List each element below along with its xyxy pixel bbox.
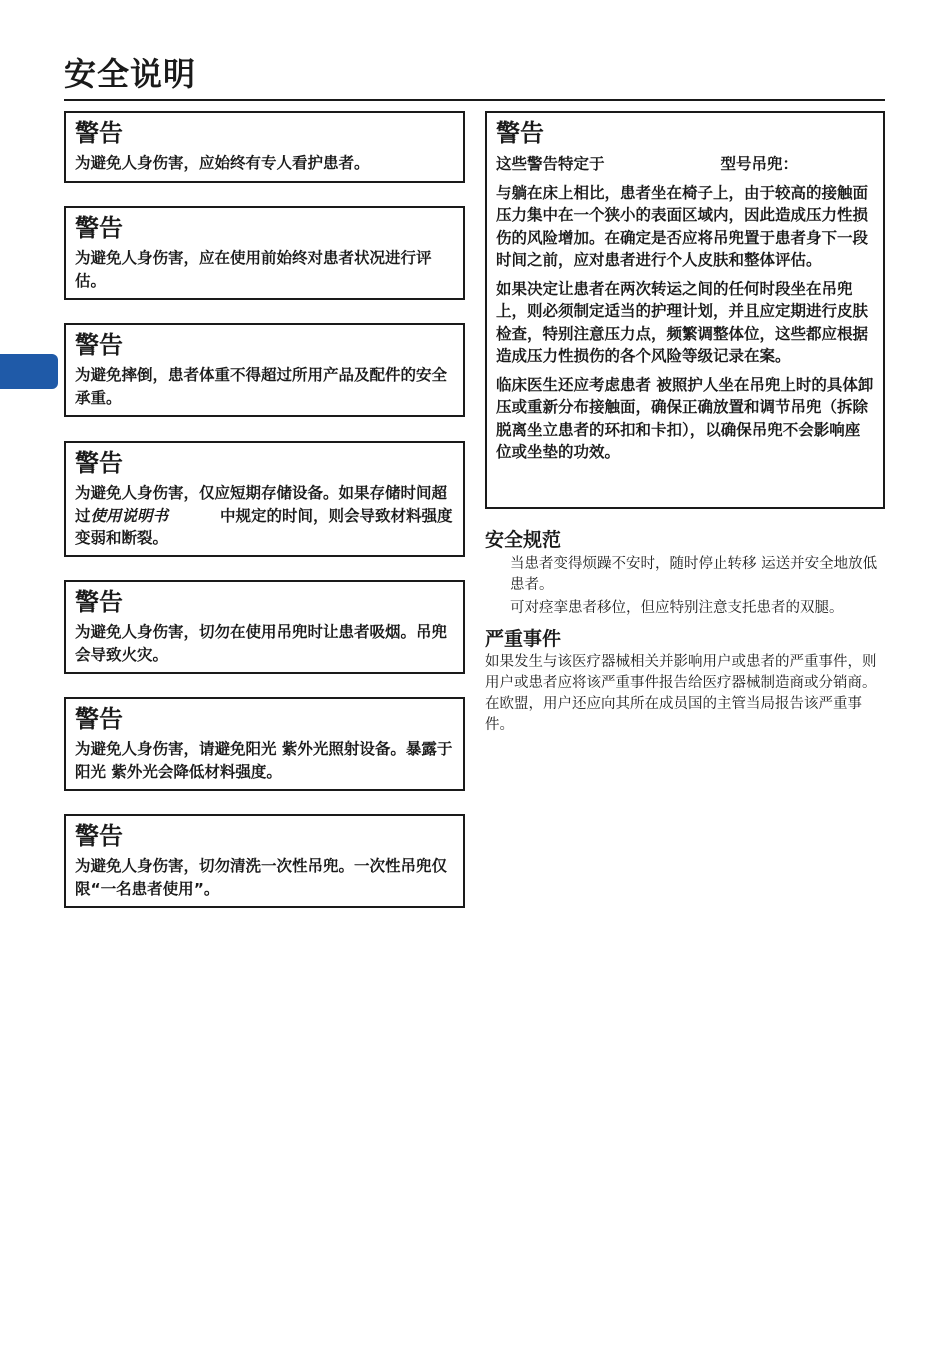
warning-title: 警告 [496, 119, 544, 147]
manual-reference: 使用说明书 [90, 506, 169, 525]
warning-paragraph: 与躺在床上相比，患者坐在椅子上，由于较高的接触面压力集中在一个狭小的表面区域内，因此造成压力性损伤的风险增加。在确定是否应将吊兜置于患者身下一段时间之前，应对患者进行个人皮肤和整体评估。 [496, 183, 869, 269]
section-heading-serious-incident: 严重事件 [485, 628, 562, 650]
warning-title: 警告 [75, 331, 123, 359]
warning-text: 为避免人身伤害，应始终有专人看护患者。 [75, 154, 370, 172]
serious-incident-text: 如果发生与该医疗器械相关并影响用户或患者的严重事件，则用户或患者应将该严重事件报告给医疗器械制造商或分销商。在欧盟，用户还应向其所在成员国的主管当局报告该严重事件。 [485, 654, 877, 733]
warning-intro [496, 153, 874, 176]
warning-title: 警告 [75, 705, 123, 733]
warning-text: 为避免人身伤害，请避免阳光 紫外光照射设备。暴露于阳光 紫外光会降低材料强度。 [75, 740, 453, 781]
safety-norm-item: 可对痉挛患者移位，但应特别注意支托患者的双腿。 [510, 600, 844, 616]
warning-box-sunlight [64, 697, 465, 791]
warning-intro-part: 这些警告特定于 [496, 155, 605, 173]
warning-intro-part: 型号吊兜： [720, 155, 799, 173]
warning-text-part: 为避免人身伤害，仅应短期存储设备。如果存储时间超过 [75, 484, 448, 525]
chapter-tab-marker [0, 354, 58, 389]
warning-box-supervision [64, 111, 465, 183]
warning-title: 警告 [75, 822, 123, 850]
section-heading-safety-norms: 安全规范 [485, 529, 562, 551]
warning-box-smoking [64, 580, 465, 674]
warning-box-assessment [64, 206, 465, 300]
page-title: 安全说明 [64, 55, 197, 93]
safety-norm-item: 当患者变得烦躁不安时，随时停止转移 运送并安全地放低患者。 [510, 556, 878, 593]
warning-text: 为避免人身伤害，切勿在使用吊兜时让患者吸烟。吊兜会导致火灾。 [75, 623, 448, 664]
warning-paragraph: 临床医生还应考虑患者 被照护人坐在吊兜上时的具体卸压或重新分布接触面，确保正确放置和调节吊兜（拆除脱离坐立患者的环扣和卡扣），以确保吊兜不会影响座位或坐垫的功效。 [496, 375, 874, 461]
warning-text [75, 482, 454, 550]
warning-title: 警告 [75, 119, 123, 147]
title-divider [64, 99, 885, 101]
warning-box-weight-limit [64, 323, 465, 417]
warning-box-storage [64, 441, 465, 557]
warning-title: 警告 [75, 588, 123, 616]
warning-paragraph: 如果决定让患者在两次转运之间的任何时段坐在吊兜上，则必须制定适当的护理计划，并且应定期进行皮肤检查，特别注意压力点，频繁调整体位，这些都应根据造成压力性损伤的各个风险等级记录在案。 [496, 279, 869, 365]
warning-box-washing [64, 814, 465, 908]
warning-text-part: 中规定的时间，则会导致材料强度变弱和断裂。 [75, 506, 453, 547]
warning-box-sling-models [485, 111, 885, 509]
warning-text: 为避免人身伤害，切勿清洗一次性吊兜。一次性吊兜仅限“一名患者使用”。 [75, 857, 448, 898]
warning-title: 警告 [75, 449, 123, 477]
warning-text: 为避免摔倒，患者体重不得超过所用产品及配件的安全承重。 [75, 366, 448, 407]
warning-title: 警告 [75, 214, 123, 242]
warning-text: 为避免人身伤害，应在使用前始终对患者状况进行评估。 [75, 249, 432, 290]
